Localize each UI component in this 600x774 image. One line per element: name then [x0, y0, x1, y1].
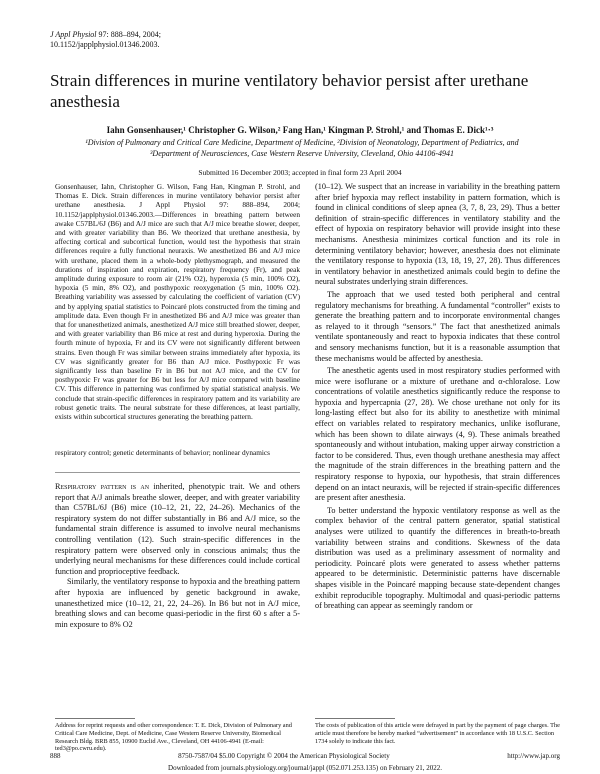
right-paragraph-2: The approach that we used tested both peripheral and central regulatory mechanisms for breathing. A fundamental “controller” exists to generate the breathing pattern and to incorporate environmental changes as relayed to it through “sensors.” The fact that anesthetized animals ventilate spontaneously and react to hypoxia indicates that these control and sensory mechanisms function, but it is a reasonable assumption that these mechanisms would be affected by anesthesia.	[315, 289, 560, 363]
footnote-rule	[55, 718, 135, 719]
introduction	[55, 482, 300, 630]
citation: 97: 888–894, 2004;	[98, 30, 161, 39]
submission-dates: Submitted 16 December 2003; accepted in final form 23 April 2004	[198, 168, 402, 177]
journal-name: J Appl Physiol	[50, 30, 97, 39]
keywords: respiratory control; genetic determinants of behavior; nonlinear dynamics	[55, 448, 270, 457]
journal-url[interactable]: http://www.jap.org	[507, 752, 560, 760]
affiliations: ¹Division of Pulmonary and Critical Care Medicine, Department of Medicine, ²Division of Neonatology, Department of Pediatrics, and ³Department of Neurosciences, Case Western Reserve University, Cleveland, Ohio 44106-4941	[85, 138, 519, 158]
intro-paragraph	[55, 482, 300, 577]
author-list: Iahn Gonsenhauser,¹ Christopher G. Wilson,² Fang Han,¹ Kingman P. Strohl,¹ and Thomas E. Dick¹·³	[106, 125, 494, 135]
correspondence-footnote: Address for reprint requests and other correspondence: T. E. Dick, Division of Pulmonary and Critical Care Medicine, Dept. of Medicine, Case Western Reserve University, Biomedical Research Bldg. BRB 855, 10900 Euclid Ave., Cleveland, OH 44106-4941 (E-mail: ted3@po.cwru.edu).	[55, 722, 292, 753]
right-paragraph-1: (10–12). We suspect that an increase in variability in the breathing pattern after brief hypoxia may reflect instability in pattern formation, which is found in clinical conditions of sleep apnea (3, 7, 8, 23, 29). Thus a better definition of strain-specific differences in ventilatory stability and the effect of hypoxia on respiratory behavior will provide insight into these mechanisms. Anesthesia minimizes cortical function and its role in determining ventilatory behavior; however, anesthesia does not eliminate the ventilatory response to hypoxia (13, 18, 19, 27, 28). Thus differences in ventilatory behavior in anesthetized animals could begin to define the neural substrates underlying strain differences.	[315, 182, 560, 287]
cost-footnote: The costs of publication of this article were defrayed in part by the payment of page charges. The article must therefore be hereby marked “advertisement” in accordance with 18 U.S.C. Section 1734 solely to indicate this fact.	[315, 722, 560, 745]
footnote-rule-right	[315, 718, 395, 719]
doi: 10.1152/japplphysiol.01346.2003.	[50, 40, 160, 49]
journal-header	[50, 30, 161, 50]
page-number: 888	[50, 752, 61, 760]
intro-lead: Respiratory pattern is an	[55, 482, 150, 491]
right-column	[315, 182, 560, 614]
download-notice: Downloaded from journals.physiology.org/journal/jappl (052.071.253.135) on February 21, 2022.	[168, 764, 442, 772]
page-footer	[50, 752, 560, 760]
intro-paragraph-2: Similarly, the ventilatory response to hypoxia and the breathing pattern after hypoxia are influenced by genetic background in awake, unanesthetized mice (10–12, 21, 22, 24–26). In B6 but not in A/J mice, breathing slows and can become quasi-periodic in the first 60 s after a 5-min exposure to 8% O2	[55, 577, 300, 629]
copyright: 8750-7587/04 $5.00 Copyright © 2004 the American Physiological Society	[178, 752, 390, 760]
right-paragraph-3: The anesthetic agents used in most respiratory studies performed with mice were isoflurane or a mixture of urethane and α-chloralose. Low concentrations of volatile anesthetics significantly reduce the response to hypoxia and hypercapnia (27, 28). We chose urethane not only for its long-lasting effect but also for its ability to anesthetize with minimal effect on variables related to respiratory mechanics, unlike isoflurane, which has been shown to dilate airways (4, 9). These animals breathed spontaneously and without intubation, making upper airway constriction a factor to be considered. Thus, even though urethane anesthesia may affect the magnitude of the strain differences in the breathing pattern and the respiratory response to hypoxia, our hypothesis, that strain differences depend on an intact neuraxis, will be rejected if strain-specific differences are present after anesthesia.	[315, 366, 560, 503]
article-title: Strain differences in murine ventilatory behavior persist after urethane anesthesia	[50, 71, 529, 111]
intro-text: inherited, phenotypic trait. We and others report that A/J animals breathe slower, deeper, and with greater variability than C57BL/6J (B6) mice (10–12, 21, 22, 24–26). Mechanics of the respiratory system do not differ substantially in B6 and A/J mice, so the fundamental strain difference is assumed to involve neural mechanisms controlling ventilation (12). Such strain-specific differences in the respiratory pattern were observed only in conscious animals; thus the underlying neural mechanisms for these differences could include cortical function and proprioceptive feedback.	[55, 482, 300, 576]
divider	[55, 472, 300, 473]
right-paragraph-4: To better understand the hypoxic ventilatory response as well as the complex behavior of the central pattern generator, spatial statistical analyses were utilized to quantify the differences in breath-to-breath variability between strains and conditions. Skewness of the data distribution was used as a preliminary assessment of normality and periodicity. Poincaré plots were generated to assess whether patterns appeared to be deterministic. Deterministic patterns have discernable shapes visible in the Poincaré mapping because state-dependent changes exhibit reproducible topography. Multimodal and quasi-periodic patterns of breathing can appear as seemingly random or	[315, 505, 560, 611]
abstract: Gonsenhauser, Iahn, Christopher G. Wilson, Fang Han, Kingman P. Strohl, and Thomas E. Dick. Strain differences in murine ventilatory behavior persist after urethane anesthesia. J Appl Physiol 97: 888–894, 2004; 10.1152/japplphysiol.01346.2003.—Differences in breathing pattern between awake C57BL/6J (B6) and A/J mice are such that A/J mice breathe slower, deeper, and with greater variability than B6. We theorized that urethane anesthesia, by affecting cortical and subcortical function, would test the hypothesis that strain differences require a fully functional neuraxis. We anesthetized B6 and A/J mice with urethane, placed them in a whole-body plethysmograph, and measured the durations of inspiration and expiration, respiratory frequency (Fr), and peak amplitude during exposure to room air (21% O2), hyperoxia (5 min, 100% O2), hypoxia (5 min, 8% O2), and posthypoxic reoxygenation (5 min, 100% O2). Breathing variability was assessed by calculating the coefficient of variation (CV) and by applying spatial statistics to Poincaré plots constructed from the timing and amplitude data. Even though Fr in anesthetized B6 and A/J mice was greater than that for unanesthetized animals, anesthetized A/J mice still breathed slower, deeper, and with greater variability than B6 mice at rest and during hyperoxia. During the fourth minute of hypoxia, Fr and its CV were not significantly different between strains. Even though Fr was similar between strains immediately after hypoxia, its CV was significantly greater for B6 than A/J mice. Posthypoxic Fr was significantly less than baseline Fr in B6 but not A/J mice, and the CV for posthypoxic Fr was greater for B6 but less for A/J mice compared with baseline CV. This difference in patterning was confirmed by spatial statistical analysis. We conclude that strain-specific differences in respiratory pattern and its variability are robust genetic traits. The neural substrate for these differences, at least partially, exists within subcortical structures generating the breathing pattern.	[55, 182, 300, 422]
